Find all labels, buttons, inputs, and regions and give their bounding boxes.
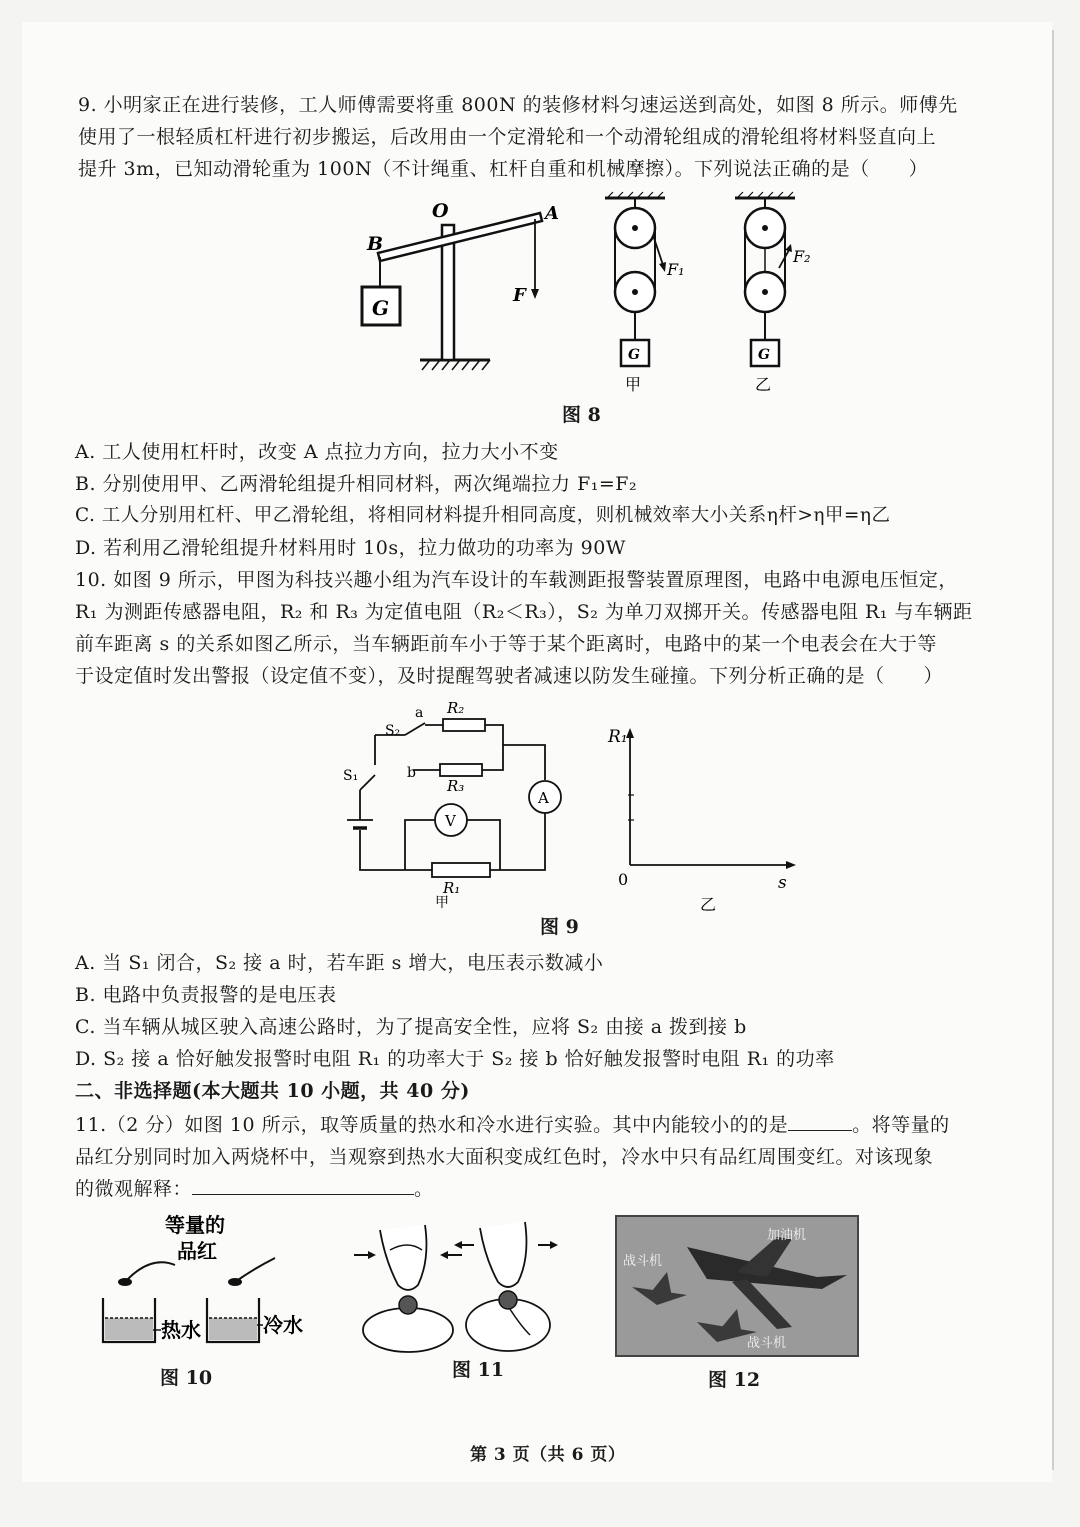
q9-stem-line3: 提升 3m，已知动滑轮重为 100N（不计绳重、杠杆自重和机械摩擦）。下列说法正确的是（ ）	[78, 158, 929, 180]
q9-option-a: A. 工人使用杠杆时，改变 A 点拉力方向，拉力大小不变	[75, 441, 559, 463]
switch-a-label: a	[415, 705, 424, 721]
figure-12-photo	[615, 1215, 859, 1357]
q9-option-c: C. 工人分别用杠杆、甲乙滑轮组，将相同材料提升相同高度，则机械效率大小关系η杆>η甲=η乙	[75, 505, 891, 526]
figure-9-graph	[600, 720, 800, 920]
figure-10-caption: 图 10	[160, 1367, 213, 1389]
q10-option-b: B. 电路中负责报警的是电压表	[75, 984, 337, 1006]
resistor-R2-label: R₂	[447, 699, 465, 717]
section-2-heading: 二、非选择题(本大题共 10 小题，共 40 分)	[75, 1080, 470, 1102]
resistor-R3-label: R₃	[447, 777, 465, 795]
fig12-label-tanker: 加油机	[767, 1228, 807, 1243]
q10-stem-line2: R₁ 为测距传感器电阻，R₂ 和 R₃ 为定值电阻（R₂＜R₃），S₂ 为单刀双掷开关。传感器电阻 R₁ 与车辆距	[75, 601, 973, 623]
pulley-jia-label: 甲	[625, 375, 642, 394]
q9-stem-line1: 9. 小明家正在进行装修，工人师傅需要将重 800N 的装修材料匀速运送到高处，如图 8 所示。师傅先	[78, 94, 958, 116]
q9-option-d: D. 若利用乙滑轮组提升材料用时 10s，拉力做功的功率为 90W	[75, 537, 626, 559]
q9-option-b: B. 分别使用甲、乙两滑轮组提升相同材料，两次绳端拉力 F₁=F₂	[75, 473, 638, 495]
lever-F-label: F	[513, 285, 526, 306]
figure-11-caption: 图 11	[452, 1359, 505, 1381]
graph-yi-label: 乙	[700, 895, 717, 914]
figure-9-caption: 图 9	[540, 916, 579, 938]
figure-8-caption: 图 8	[562, 404, 601, 426]
q11-line1	[75, 1110, 950, 1140]
fig10-label-hot: 热水	[161, 1318, 201, 1342]
graph-y-axis-label: R₁	[608, 727, 628, 747]
q10-stem-line4: 于设定值时发出警报（设定值不变），及时提醒驾驶者减速以防发生碰撞。下列分析正确的是（ ）	[75, 665, 944, 687]
fig10-label-top1: 等量的	[165, 1213, 225, 1237]
pulley-jia-G-label: G	[628, 347, 640, 363]
figure-12-caption: 图 12	[708, 1369, 761, 1391]
graph-origin-label: 0	[618, 870, 629, 889]
q11-line3-text: 的微观解释：	[75, 1178, 193, 1200]
pulley-F2-label: F₂	[793, 247, 811, 266]
switch-b-label: b	[407, 765, 416, 781]
voltmeter-V-label: V	[445, 812, 456, 830]
page-footer: 第 3 页（共 6 页）	[470, 1445, 626, 1465]
figure-8-lever	[350, 195, 570, 375]
fig10-label-top2: 品红	[177, 1239, 217, 1263]
fig12-label-fighter2: 战斗机	[747, 1336, 787, 1351]
fig12-label-fighter1: 战斗机	[623, 1254, 663, 1269]
pulley-yi-label: 乙	[755, 375, 772, 394]
scan-edge-line	[1052, 30, 1054, 1470]
q10-option-d: D. S₂ 接 a 恰好触发报警时电阻 R₁ 的功率大于 S₂ 接 b 恰好触发报警时电阻 R₁ 的功率	[75, 1048, 835, 1070]
lever-G-label: G	[372, 296, 390, 320]
q11-blank-1[interactable]	[788, 1110, 852, 1131]
q11-line1-tail: 。将等量的	[852, 1114, 950, 1136]
circuit-jia-label: 甲	[435, 895, 449, 911]
pulley-F1-label: F₁	[667, 260, 685, 279]
fig10-label-cold: 冷水	[263, 1313, 303, 1337]
q9-stem-line2: 使用了一根轻质杠杆进行初步搬运，后改用由一个定滑轮和一个动滑轮组成的滑轮组将材料竖直向上	[78, 126, 937, 148]
ammeter-A-label: A	[538, 789, 549, 807]
graph-x-axis-label: s	[778, 873, 787, 893]
figure-10-beakers	[95, 1210, 325, 1360]
resistor-R1-label: R₁	[443, 879, 461, 897]
switch-S2-label: S₂	[385, 723, 401, 739]
q10-stem-line1: 10. 如图 9 所示，甲图为科技兴趣小组为汽车设计的车载测距报警装置原理图，电路中电源电压恒定，	[75, 569, 958, 591]
q10-option-a: A. 当 S₁ 闭合，S₂ 接 a 时，若车距 s 增大，电压表示数减小	[75, 952, 604, 974]
figure-9-circuit	[335, 695, 565, 915]
switch-S1-label: S₁	[343, 768, 359, 784]
q11-line2: 品红分别同时加入两烧杯中，当观察到热水大面积变成红色时，冷水中只有品红周围变红。对该现象	[75, 1146, 934, 1168]
lever-B-label: B	[367, 233, 384, 255]
figure-8-pulley-yi	[725, 190, 825, 400]
q10-stem-line3: 前车距离 s 的关系如图乙所示，当车辆距前车小于等于某个距离时，电路中的某一个电表会在大于等	[75, 633, 937, 655]
lever-O-label: O	[432, 200, 449, 222]
q11-line3	[75, 1174, 434, 1204]
figure-12-aircraft	[617, 1217, 857, 1355]
figure-8-pulley-jia	[595, 190, 685, 400]
q11-line1-text: 11.（2 分）如图 10 所示，取等质量的热水和冷水进行实验。其中内能较小的的是	[75, 1114, 789, 1136]
lever-A-label: A	[545, 203, 559, 224]
pulley-yi-G-label: G	[758, 347, 770, 363]
q10-option-c: C. 当车辆从城区驶入高速公路时，为了提高安全性，应将 S₂ 由接 a 拨到接 b	[75, 1016, 747, 1038]
q11-blank-2[interactable]	[192, 1174, 414, 1195]
q11-line3-tail: 。	[414, 1178, 434, 1200]
figure-11-hands	[350, 1210, 560, 1360]
